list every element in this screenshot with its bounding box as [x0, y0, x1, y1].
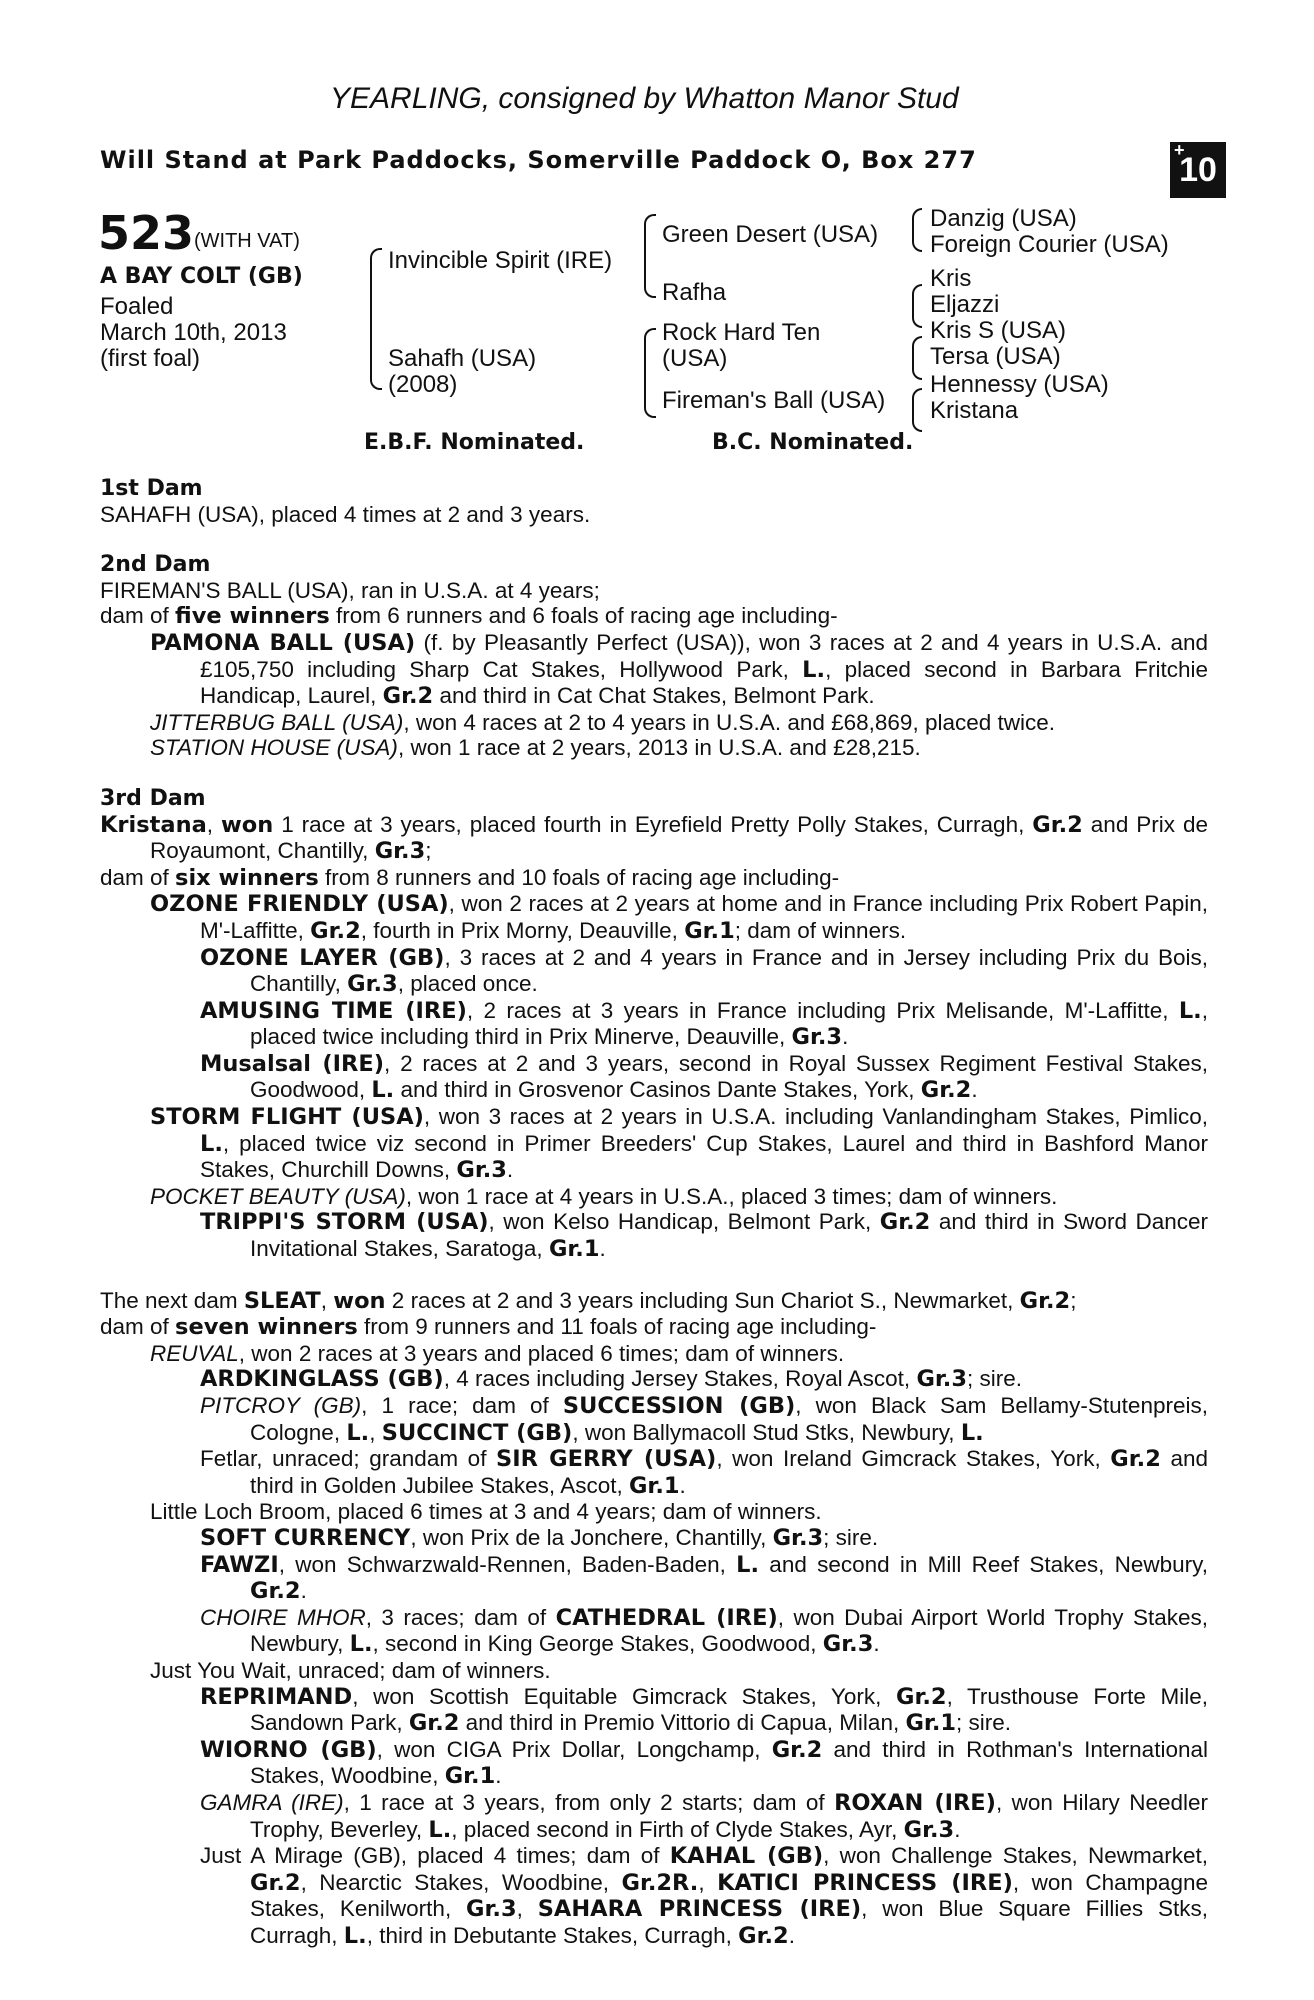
produce-entry: JITTERBUG BALL (USA), won 4 races at 2 to 4 years in U.S.A. and £68,869, placed twice. [150, 709, 1056, 735]
pedigree-sire: Invincible Spirit (IRE) [388, 247, 613, 274]
pedigree-brace-dd [912, 388, 922, 432]
pedigree-sdd: Eljazzi [930, 291, 1000, 318]
page-badge [1170, 142, 1226, 198]
pedigree-dam-line1: Sahafh (USA) [388, 345, 537, 372]
pedigree-ssd: Foreign Courier (USA) [930, 231, 1169, 258]
produce-entry: CHOIRE MHOR, 3 races; dam of CATHEDRAL (IRE), won Dubai Airport World Trophy Stakes, Newbury, L., second in King George Stakes, Goodwood, Gr.3. [200, 1604, 1208, 1658]
pedigree-dam-dam: Fireman's Ball (USA) [662, 387, 886, 414]
produce-entry: PITCROY (GB), 1 race; dam of SUCCESSION (GB), won Black Sam Bellamy-Stutenpreis, Cologne, L., SUCCINCT (GB), won Ballymacoll Stud Stks, Newbury, L. [200, 1393, 1208, 1446]
pedigree-sds: Kris [930, 265, 972, 292]
pedigree-ddd: Kristana [930, 397, 1019, 424]
pedigree-brace-ds [912, 336, 922, 380]
produce-entry: Just A Mirage (GB), placed 4 times; dam of KAHAL (GB), won Challenge Stakes, Newmarket, Gr.2, Nearctic Stakes, Woodbine, Gr.2R., KATICI PRINCESS (IRE), won Champagne Stakes, Kenilworth, Gr.3, SAHARA PRINCESS (IRE), won Blue Square Fillies Stks, Curragh, L., third in Debutante Stakes, Curragh, Gr.2. [200, 1843, 1209, 1949]
ebf-nominated: E.B.F. Nominated. [364, 430, 585, 455]
badge-mark: + [1174, 140, 1185, 160]
pedigree-dam-line2: (2008) [388, 371, 458, 398]
produce-entry: TRIPPI'S STORM (USA), won Kelso Handicap, Belmont Park, Gr.2 and third in Sword Dancer Invitational Stakes, Saratoga, Gr.1. [200, 1209, 1208, 1263]
pedigree-brace-sire [644, 214, 656, 298]
pedigree-brace-dam [644, 328, 656, 418]
foaled-date: March 10th, 2013 [100, 319, 287, 346]
produce-entry: OZONE LAYER (GB), 3 races at 2 and 4 years in France and in Jersey including Prix du Bois, Chantilly, Gr.3, placed once. [200, 944, 1208, 998]
catalogue-header: YEARLING, consigned by Whatton Manor Stud [330, 82, 959, 115]
pedigree-sire-sire: Green Desert (USA) [662, 221, 879, 248]
lot-name: A BAY COLT (GB) [100, 264, 303, 289]
badge-number: 10 [1179, 150, 1217, 189]
produce-entry: OZONE FRIENDLY (USA), won 2 races at 2 years at home and in France including Prix Robert Papin, M'-Laffitte, Gr.2, fourth in Prix Morny, Deauville, Gr.1; dam of winners. [150, 891, 1208, 944]
second-dam-heading: 2nd Dam [100, 552, 211, 578]
produce-entry: POCKET BEAUTY (USA), won 1 race at 4 years in U.S.A., placed 3 times; dam of winners. [150, 1183, 1058, 1209]
pedigree-dss: Kris S (USA) [930, 317, 1067, 344]
produce-entry: REPRIMAND, won Scottish Equitable Gimcrack Stakes, York, Gr.2, Trusthouse Forte Mile, Sandown Park, Gr.2 and third in Premio Vittorio di Capua, Milan, Gr.1; sire. [200, 1683, 1208, 1737]
pedigree-dam-sire-line2: (USA) [662, 345, 728, 372]
produce-entry: AMUSING TIME (IRE), 2 races at 3 years in France including Prix Melisande, M'-Laffitte, L., placed twice including third in Prix Minerve, Deauville, Gr.3. [200, 997, 1208, 1051]
produce-entry: STORM FLIGHT (USA), won 3 races at 2 years in U.S.A. including Vanlandingham Stakes, Pimlico, L., placed twice viz second in Primer Breeders' Cup Stakes, Laurel and third in Bashford Manor Stakes, Churchill Downs, Gr.3. [150, 1104, 1208, 1184]
pedigree-dsd: Tersa (USA) [930, 343, 1061, 370]
produce-entry: PAMONA BALL (USA) (f. by Pleasantly Perfect (USA)), won 3 races at 2 and 4 years in U.S.A. and £105,750 including Sharp Cat Stakes, Hollywood Park, L., placed second in Barbara Fritchie Handicap, Laurel, Gr.2 and third in Cat Chat Stakes, Belmont Park. [150, 629, 1208, 710]
foaled-label: Foaled [100, 293, 174, 320]
second-dam-line: FIREMAN'S BALL (USA), ran in U.S.A. at 4 years; [100, 577, 600, 603]
produce-entry: Fetlar, unraced; grandam of SIR GERRY (USA), won Ireland Gimcrack Stakes, York, Gr.2 and third in Golden Jubilee Stakes, Ascot, Gr.1. [200, 1446, 1208, 1499]
produce-entry: FAWZI, won Schwarzwald-Rennen, Baden-Baden, L. and second in Mill Reef Stakes, Newbury, Gr.2. [200, 1551, 1209, 1605]
pedigree-sss: Danzig (USA) [930, 205, 1077, 232]
pedigree-brace-sd [912, 284, 922, 328]
produce-entry: Musalsal (IRE), 2 races at 2 and 3 years, second in Royal Sussex Regiment Festival Stakes, Goodwood, L. and third in Grosvenor Casinos Dante Stakes, York, Gr.2. [200, 1050, 1208, 1104]
produce-entry: GAMRA (IRE), 1 race at 3 years, from only 2 starts; dam of ROXAN (IRE), won Hilary Needler Trophy, Beverley, L., placed second in Firth of Clyde Stakes, Ayr, Gr.3. [200, 1789, 1209, 1843]
produce-entry: WIORNO (GB), won CIGA Prix Dollar, Longchamp, Gr.2 and third in Rothman's International Stakes, Woodbine, Gr.1. [200, 1736, 1208, 1790]
produce-entry: Little Loch Broom, placed 6 times at 3 and 4 years; dam of winners. [150, 1499, 822, 1525]
produce-entry: Just You Wait, unraced; dam of winners. [150, 1657, 551, 1683]
pedigree-sire-dam: Rafha [662, 279, 727, 306]
produce-entry: ARDKINGLASS (GB), 4 races including Jersey Stakes, Royal Ascot, Gr.3; sire. [200, 1366, 1023, 1393]
produce-entry: SOFT CURRENCY, won Prix de la Jonchere, Chantilly, Gr.3; sire. [200, 1524, 879, 1551]
next-dam-summary: dam of seven winners from 9 runners and 11 foals of racing age including- [100, 1314, 877, 1341]
third-dam-line: Kristana, won 1 race at 3 years, placed fourth in Eyrefield Pretty Polly Stakes, Curragh, Gr.2 and Prix de Royaumont, Chantilly, Gr.3; [100, 811, 1208, 865]
first-dam-text: SAHAFH (USA), placed 4 times at 2 and 3 years. [100, 501, 591, 527]
produce-entry: REUVAL, won 2 races at 3 years and placed 6 times; dam of winners. [150, 1340, 845, 1366]
third-dam-summary: dam of six winners from 8 runners and 10 foals of racing age including- [100, 864, 840, 891]
foal-note: (first foal) [100, 345, 201, 372]
second-dam-summary: dam of five winners from 6 runners and 6 foals of racing age including- [100, 603, 838, 630]
stand-location: Will Stand at Park Paddocks, Somerville Paddock O, Box 277 [100, 146, 977, 174]
produce-entry: STATION HOUSE (USA), won 1 race at 2 years, 2013 in U.S.A. and £28,215. [150, 735, 921, 761]
pedigree-brace-ss [912, 208, 922, 252]
produce-record [100, 476, 1208, 1949]
bc-nominated: B.C. Nominated. [712, 430, 914, 455]
first-dam-heading: 1st Dam [100, 476, 203, 501]
lot-number: 523 [98, 206, 195, 260]
pedigree-dds: Hennessy (USA) [930, 371, 1109, 398]
pedigree-dam-sire-line1: Rock Hard Ten [662, 319, 821, 346]
pedigree-brace-gen1 [370, 248, 382, 390]
third-dam-heading: 3rd Dam [100, 785, 206, 811]
next-dam-line: The next dam SLEAT, won 2 races at 2 and 3 years including Sun Chariot S., Newmarket, Gr.2; [100, 1287, 1077, 1314]
lot-vat: (WITH VAT) [194, 230, 300, 252]
